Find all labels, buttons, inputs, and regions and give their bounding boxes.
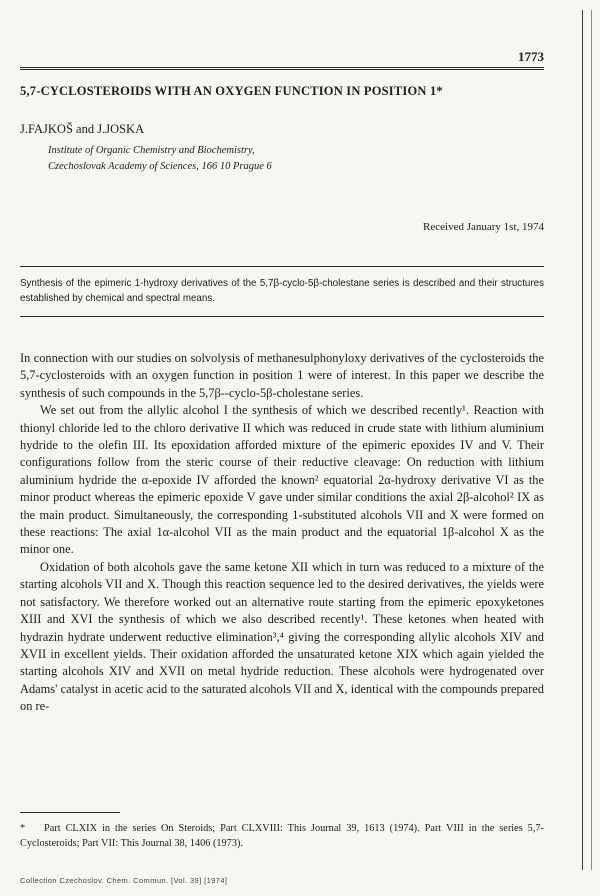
body-paragraph: We set out from the allylic alcohol I the synthesis of which we described recently¹. Reaction with thionyl chloride led to the chloro derivative II which was reduced in crude state with lithium aluminium hydride to the olefin III. Its epoxidation afforded mixture of the epimeric epoxides IV and V. Their configurations follow from the steric course of their reductive cleavage: On reduction with lithium aluminium hydride the α-epoxide IV afforded the known² equatorial 2α-hydroxy derivative VI as the minor product whereas the epimeric epoxide V gave under similar conditions the axial 2β-alcohol² IX as the main product. Simultaneously, the corresponding 1-substituted alcohols VII and X were formed on these reactions: The axial 1α-alcohol VII as the main product and the equatorial 1β-alcohol X as the minor one. <box>20 403 544 557</box>
footnote-mark: * <box>20 823 26 834</box>
institute-line-2: Czechoslovak Academy of Sciences, 166 10 Prague 6 <box>48 161 272 172</box>
article-title: 5,7-CYCLOSTEROIDS WITH AN OXYGEN FUNCTION IN POSITION 1* <box>20 84 443 98</box>
header-rule <box>20 67 544 70</box>
page-number: 1773 <box>518 49 544 64</box>
footnote-text: Part CLXIX in the series On Steroids; Part CLXVIII: This Journal 39, 1613 (1974). Part VIII in the series 5,7-Cyclosteroids; Part VII: This Journal 38, 1406 (1973). <box>20 823 544 849</box>
article-body <box>20 350 544 716</box>
received-date: Received January 1st, 1974 <box>423 221 544 233</box>
body-paragraph: In connection with our studies on solvolysis of methanesulphonyloxy derivatives of the cyclosteroids the 5,7-cyclosteroids with an oxygen function in position 1 were of interest. In this paper we describe the synthesis of such compounds in the 5,7β--cyclo-5β-cholestane series. <box>20 351 544 400</box>
footnote <box>20 822 544 851</box>
institute-line-1: Institute of Organic Chemistry and Biochemistry, <box>48 145 255 156</box>
abstract-bottom-rule <box>20 316 544 317</box>
page-spine-line <box>582 10 583 870</box>
footnote-rule <box>20 812 120 813</box>
article-authors: J.FAJKOŠ and J.JOSKA <box>20 122 145 136</box>
abstract-top-rule <box>20 266 544 267</box>
page-spine-line-outer <box>591 10 592 870</box>
body-paragraph: Oxidation of both alcohols gave the same ketone XII which in turn was reduced to a mixture of the starting alcohols VII and X. Though this reaction sequence led to the desired derivatives, the yields were not satisfactory. We therefore worked out an alternative route starting from the epimeric epoxyketones XIII and XVI the synthesis of which we also described recently¹. These ketones when heated with hydrazin hydrate underwent reductive elimination³,⁴ giving the corresponding allylic alcohols XIV and XVII in excellent yields. Their oxidation afforded the unsaturated ketone XIX which again yielded the starting alcohols XIV and XVII on metal hydride reduction. These alcohols were hydrogenated over Adams' catalyst in acetic acid to the saturated alcohols VII and X, identical with the compounds prepared on re- <box>20 559 544 714</box>
running-footer: Collection Czechoslov. Chem. Commun. [Vol. 39] [1974] <box>20 876 228 885</box>
abstract-text: Synthesis of the epimeric 1-hydroxy derivatives of the 5,7β-cyclo-5β-cholestane series is described and their structures established by chemical and spectral means. <box>20 278 544 304</box>
institute-affiliation <box>48 143 272 175</box>
